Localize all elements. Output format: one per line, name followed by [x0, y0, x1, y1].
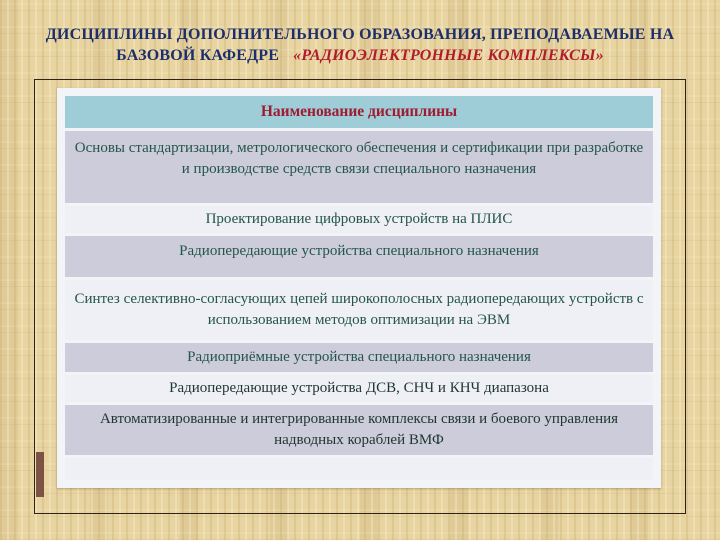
table-row [65, 405, 653, 455]
table-shadow [36, 452, 44, 497]
table-header-row [65, 96, 653, 128]
table-row-text: Радиопередающие устройства специального назначения [179, 243, 539, 259]
table-row-text: Синтез селективно-согласующих цепей широкополосных радиопередающих устройств с использованием методов оптимизации на ЭВМ [74, 291, 644, 328]
title-line2 [40, 45, 680, 66]
table-row [65, 131, 653, 203]
title-line1: ДИСЦИПЛИНЫ ДОПОЛНИТЕЛЬНОГО ОБРАЗОВАНИЯ, ПРЕПОДАВАЕМЫЕ НА [45, 26, 675, 43]
table-row [65, 375, 653, 402]
table-filler-row [65, 458, 653, 480]
table-row [65, 343, 653, 372]
table-row-text: Автоматизированные и интегрированные комплексы связи и боевого управления надводных кораблей ВМФ [99, 411, 619, 448]
discipline-table [57, 88, 661, 488]
table-row-text: Проектирование цифровых устройств на ПЛИС [205, 211, 513, 227]
table-header-label: Наименование дисциплины [260, 103, 458, 120]
table-row [65, 236, 653, 277]
slide-title [40, 24, 680, 66]
table-row [65, 280, 653, 340]
table-row-text: Радиопередающие устройства ДСВ, СНЧ и КНЧ диапазона [169, 380, 549, 396]
table-row-text: Радиоприёмные устройства специального назначения [187, 349, 531, 365]
title-line2-emphasis: «РАДИОЭЛЕКТРОННЫЕ КОМПЛЕКСЫ» [293, 47, 604, 64]
table-row-text: Основы стандартизации, метрологического обеспечения и сертификации при разработке и производстве средств связи специального назначения [74, 140, 644, 177]
title-line2-prefix: БАЗОВОЙ КАФЕДРЕ [116, 47, 280, 64]
table-row [65, 206, 653, 233]
